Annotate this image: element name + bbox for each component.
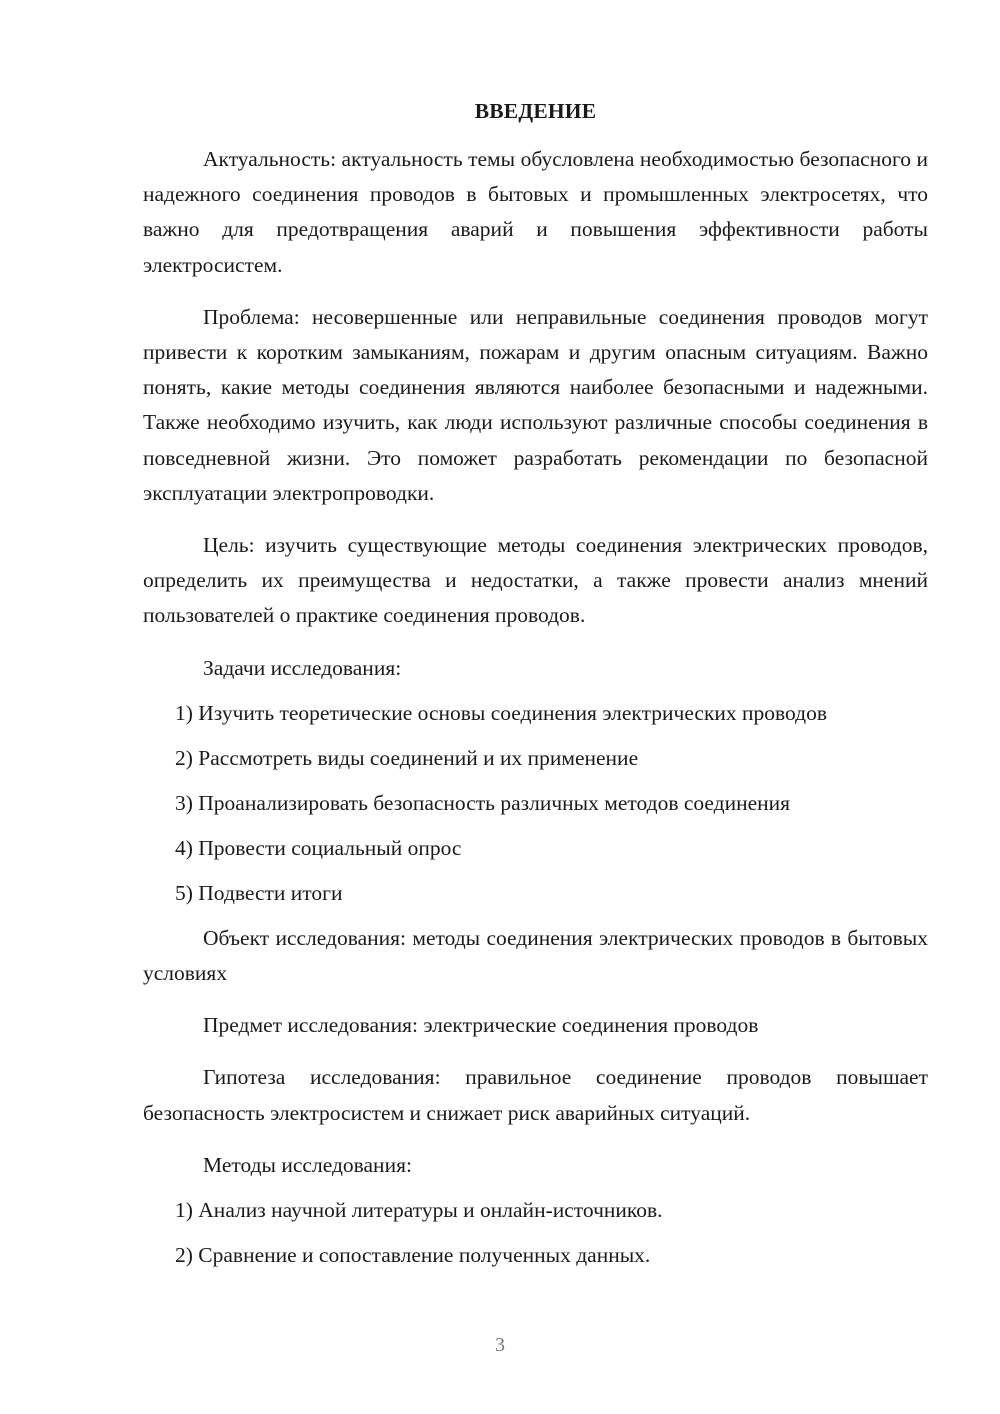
- tasks-list: [143, 696, 928, 911]
- list-item: 1) Анализ научной литературы и онлайн-источников.: [175, 1198, 663, 1223]
- problem-paragraph: Проблема: несовершенные или неправильные соединения проводов могут привести к коротким замыканиям, пожарам и другим опасным ситуациям. Важно понять, какие методы соединения являются наиболее безопасными и надежными. Также необходимо изучить, как люди используют различные способы соединения в повседневной жизни. Это поможет разработать рекомендации по безопасной эксплуатации электропроводки.: [143, 304, 928, 505]
- page-number: 3: [495, 1334, 505, 1356]
- list-item: 1) Изучить теоретические основы соединения электрических проводов: [175, 700, 828, 725]
- page-title: ВВЕДЕНИЕ: [474, 99, 597, 123]
- object-paragraph: Объект исследования: методы соединения электрических проводов в бытовых условиях: [143, 925, 928, 986]
- hypothesis-paragraph: Гипотеза исследования: правильное соединение проводов повышает безопасность электросистем и снижает риск аварийных ситуаций.: [143, 1065, 928, 1125]
- list-item: 2) Рассмотреть виды соединений и их применение: [175, 745, 639, 770]
- page-content: [143, 96, 928, 1273]
- subject-paragraph: Предмет исследования: электрические соединения проводов: [203, 1013, 759, 1038]
- tasks-heading: Задачи исследования:: [203, 655, 402, 680]
- goal-paragraph: Цель: изучить существующие методы соединения электрических проводов, определить их преимущества и недостатки, а также провести анализ мнений пользователей о практике соединения проводов.: [143, 533, 928, 628]
- list-item: 2) Сравнение и сопоставление полученных данных.: [175, 1243, 651, 1268]
- list-item: 5) Подвести итоги: [175, 880, 343, 905]
- list-item: 3) Проанализировать безопасность различных методов соединения: [175, 790, 791, 815]
- list-item: 4) Провести социальный опрос: [175, 835, 462, 860]
- methods-list: [143, 1193, 928, 1273]
- methods-heading: Методы исследования:: [203, 1152, 412, 1177]
- relevance-paragraph: Актуальность: актуальность темы обусловлена необходимостью безопасного и надежного соединения проводов в бытовых и промышленных электросетях, что важно для предотвращения аварий и повышения эффективности работы электросистем.: [143, 147, 928, 277]
